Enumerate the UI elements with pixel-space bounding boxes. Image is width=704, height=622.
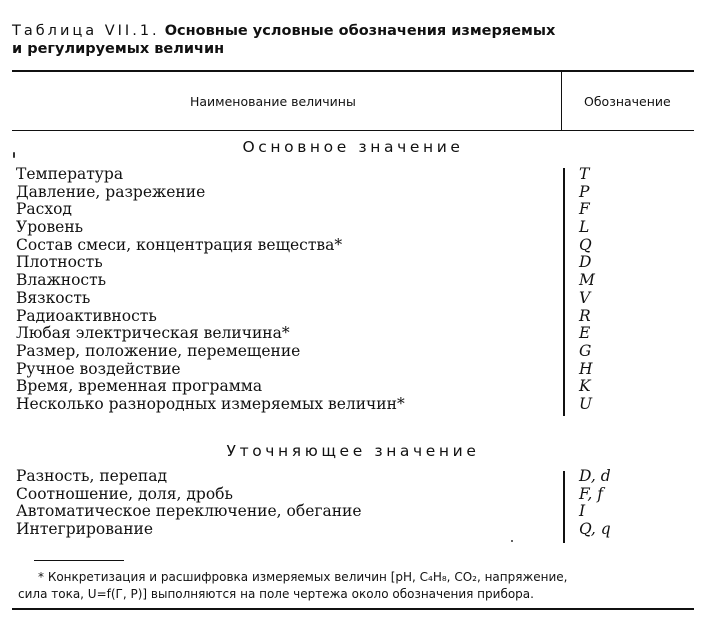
column-header-name: Наименование величины: [190, 94, 356, 109]
row-name: Влажность: [16, 271, 107, 290]
section-heading-refining: Уточняющее значение: [226, 442, 480, 460]
row-name: Соотношение, доля, дробь: [16, 484, 233, 503]
row-symbol: H: [579, 359, 593, 378]
table-row: [16, 219, 696, 237]
header-bottom-rule: [12, 130, 694, 131]
row-symbol: D, d: [579, 467, 611, 485]
row-symbol: L: [579, 218, 590, 237]
row-name: Размер, положение, перемещение: [16, 341, 301, 360]
row-symbol: F: [579, 200, 590, 219]
table-row: [16, 468, 696, 486]
row-name: Любая электрическая величина*: [16, 324, 290, 343]
table-title-text: Основные условные обозначения измеряемых: [164, 23, 556, 39]
row-name: Давление, разрежение: [16, 182, 206, 201]
refining-rows: [16, 468, 696, 539]
row-symbol: Q, q: [579, 520, 611, 539]
row-symbol: Q: [579, 235, 592, 254]
table-row: [16, 521, 696, 539]
row-name: Вязкость: [16, 288, 91, 307]
row-symbol: G: [579, 341, 592, 360]
row-symbol: R: [579, 306, 591, 325]
section-heading-main: Основное значение: [242, 138, 464, 156]
table-row: [16, 290, 696, 308]
table-title: [12, 22, 692, 58]
row-name: Время, временная программа: [16, 377, 263, 396]
row-symbol: M: [579, 271, 595, 290]
row-symbol: D: [579, 253, 592, 272]
table-row: [16, 166, 696, 184]
main-rows: [16, 166, 696, 414]
row-symbol: V: [579, 288, 591, 307]
table-row: [16, 343, 696, 361]
table-row: [16, 308, 696, 326]
row-name: Расход: [16, 200, 72, 219]
row-name: Плотность: [16, 253, 103, 272]
table-title-line-1: [12, 22, 692, 40]
table-row: [16, 254, 696, 272]
footnote-separator: [34, 560, 124, 561]
table-row: [16, 361, 696, 379]
row-name: Интегрирование: [16, 520, 154, 539]
footnote-line-1: * Конкретизация и расшифровка измеряемых величин [pH, C₄H₈, CO₂, напряжение,: [38, 570, 568, 584]
bottom-rule: [12, 608, 694, 610]
table-row: [16, 486, 696, 504]
scan-speck: [511, 540, 513, 542]
table-row: [16, 378, 696, 396]
row-symbol: U: [579, 394, 593, 413]
table-row: [16, 325, 696, 343]
row-symbol: I: [579, 502, 586, 521]
header-top-rule: [12, 70, 694, 72]
row-symbol: P: [579, 182, 590, 201]
row-name: Несколько разнородных измеряемых величин*: [16, 394, 405, 413]
header-column-divider: [561, 72, 562, 130]
row-symbol: F, f: [579, 484, 603, 503]
row-symbol: T: [579, 165, 590, 183]
footnote-line-2: сила тока, U=f(Г, P)] выполняются на поле чертежа около обозначения прибора.: [18, 587, 534, 601]
row-symbol: E: [579, 324, 591, 343]
table-title-line-2: и регулируемых величин: [12, 41, 225, 57]
row-name: Радиоактивность: [16, 306, 157, 325]
table-row: [16, 201, 696, 219]
row-name: Разность, перепад: [16, 467, 168, 485]
row-name: Состав смеси, концентрация вещества*: [16, 235, 343, 254]
row-name: Уровень: [16, 218, 84, 237]
footnote: [18, 569, 686, 603]
table-row: [16, 272, 696, 290]
row-name: Температура: [16, 165, 124, 183]
table-row: [16, 237, 696, 255]
table-row: [16, 184, 696, 202]
table-row: [16, 396, 696, 414]
table-row: [16, 503, 696, 521]
row-name: Ручное воздействие: [16, 359, 181, 378]
row-name: Автоматическое переключение, обегание: [16, 502, 362, 521]
row-symbol: K: [579, 377, 591, 396]
column-header-symbol: Обозначение: [584, 94, 671, 109]
table-number: Таблица VII.1.: [12, 23, 160, 39]
